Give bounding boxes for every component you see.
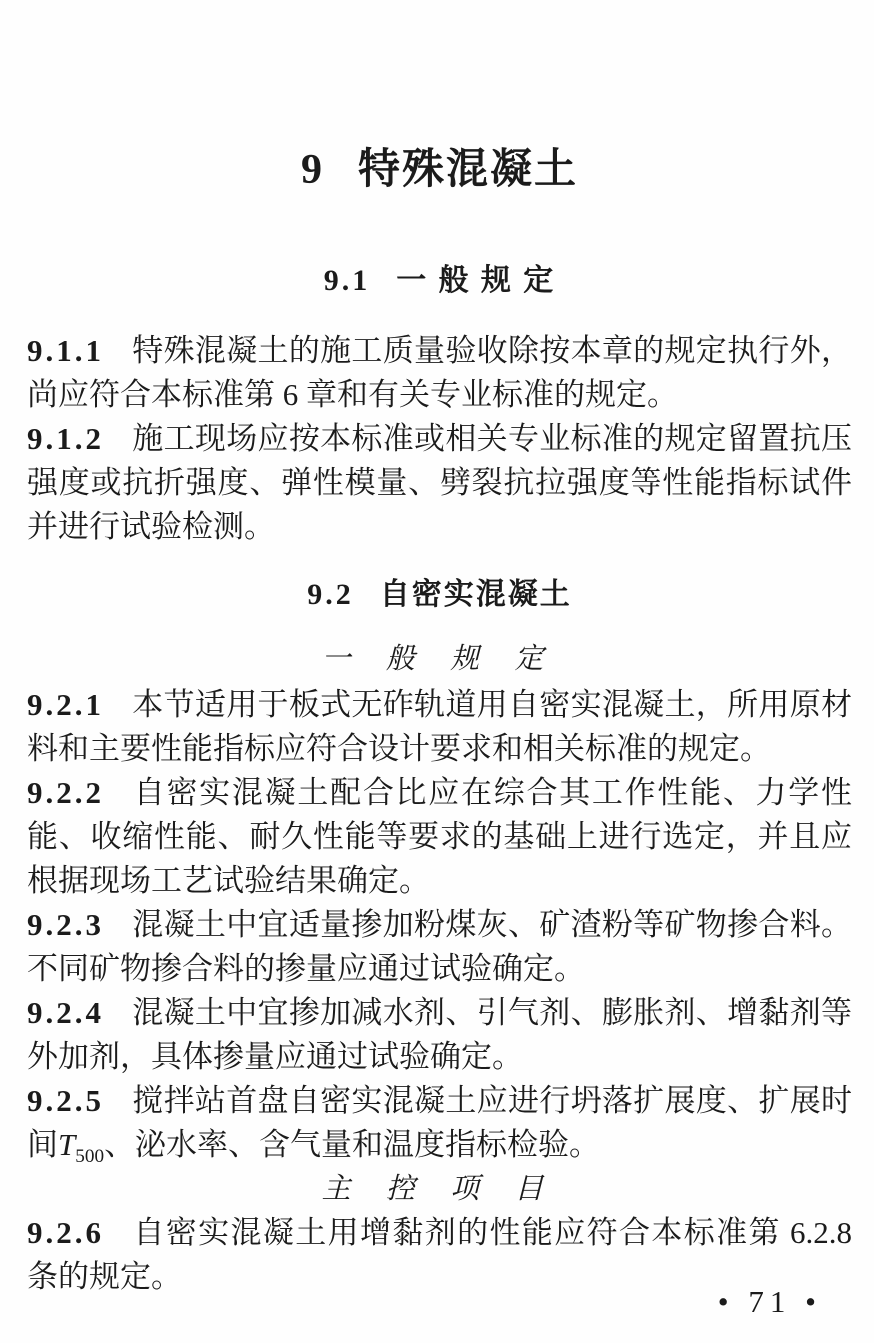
clause-9-2-2-number: 9.2.2 [27,775,104,810]
variable-T-subscript: 500 [75,1146,105,1168]
clause-9-2-4-text: 混凝土中宜掺加减水剂、引气剂、膨胀剂、增黏剂等外加剂，具体掺量应通过试验确定。 [27,995,852,1074]
clause-9-2-1 [27,683,852,771]
clause-9-1-2 [27,417,852,549]
clause-9-1-1 [27,329,852,417]
clause-9-2-2 [27,771,852,903]
clause-9-2-5-text-before: 搅拌站首盘自密实混凝土应进行坍落扩展度、扩展时间 [27,1083,852,1162]
clause-9-2-6-text: 自密实混凝土用增黏剂的性能应符合本标准第 6.2.8 条的规定。 [27,1215,852,1294]
chapter-heading [27,0,852,193]
section-9-1-heading [27,265,852,297]
clause-9-1-2-number: 9.1.2 [27,421,104,456]
clause-9-1-1-number: 9.1.1 [27,333,104,368]
variable-T: T [58,1127,76,1162]
clause-9-1-1-text: 特殊混凝土的施工质量验收除按本章的规定执行外，尚应符合本标准第 6 章和有关专业标准的规定。 [27,333,852,412]
section-9-1-number: 9.1 [323,264,371,297]
clause-9-2-3-number: 9.2.3 [27,907,104,942]
clause-9-2-5-text-after: 、泌水率、含气量和温度指标检验。 [104,1127,601,1162]
clause-9-2-6-number: 9.2.6 [27,1215,104,1250]
clause-9-1-2-text: 施工现场应按本标准或相关专业标准的规定留置抗压强度或抗折强度、弹性模量、劈裂抗拉强度等性能指标试件并进行试验检测。 [27,421,852,544]
clause-9-2-5 [27,1079,852,1167]
clause-9-2-5-number: 9.2.5 [27,1083,104,1118]
chapter-title: 特殊混凝土 [357,145,578,192]
clause-9-2-2-text: 自密实混凝土配合比应在综合其工作性能、力学性能、收缩性能、耐久性能等要求的基础上进行选定，并且应根据现场工艺试验结果确定。 [27,775,852,898]
subheading-general-provisions: 一 般 规 定 [321,643,558,675]
clause-9-2-3 [27,903,852,991]
page-number: • 71 • [717,1284,822,1319]
clause-9-2-1-number: 9.2.1 [27,687,104,722]
section-9-2-clauses [27,683,852,1299]
clause-9-2-3-text: 混凝土中宜适量掺加粉煤灰、矿渣粉等矿物掺合料。不同矿物掺合料的掺量应通过试验确定。 [27,907,852,986]
clause-9-2-4-number: 9.2.4 [27,995,104,1030]
section-9-1-clauses [27,329,852,549]
subheading-master-control-items: 主 控 项 目 [321,1173,558,1205]
clause-9-2-1-text: 本节适用于板式无砟轨道用自密实混凝土，所用原材料和主要性能指标应符合设计要求和相关标准的规定。 [27,687,852,766]
chapter-number: 9 [300,147,324,193]
section-9-2-heading [27,579,852,611]
section-9-1-title: 一 般 规 定 [396,264,556,297]
section-9-2-title: 自密实混凝土 [379,578,572,611]
section-9-2-number: 9.2 [307,578,354,611]
clause-9-2-4 [27,991,852,1079]
